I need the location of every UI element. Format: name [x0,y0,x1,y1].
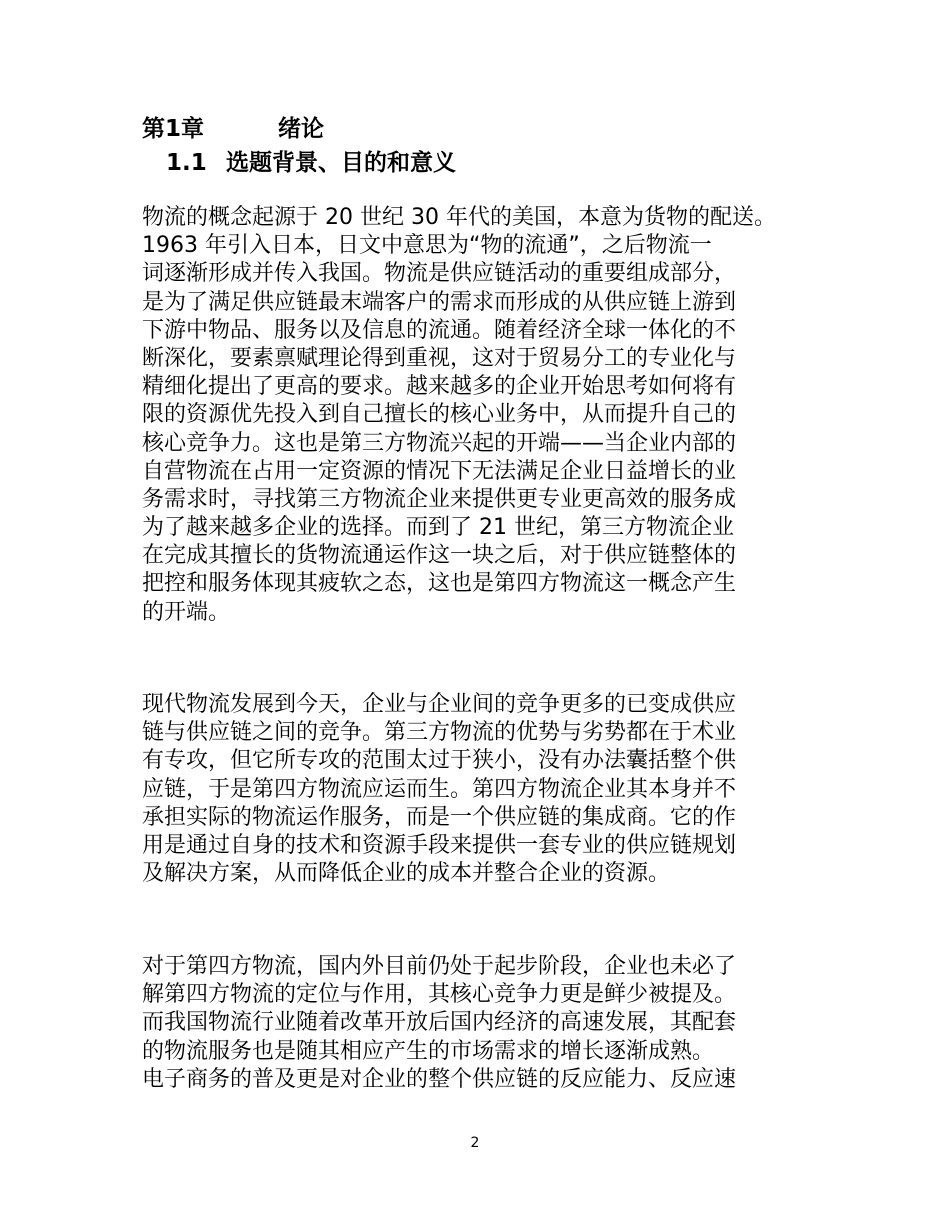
paragraph-line: 精细化提出了更高的要求。越来越多的企业开始思考如何将有 [142,374,737,400]
paragraph-line: 电子商务的普及更是对企业的整个供应链的反应能力、反应速 [142,1066,737,1092]
paragraph-line: 对于第四方物流，国内外目前仍处于起步阶段，企业也未必了 [142,954,737,979]
paragraph-line: 而我国物流行业随着改革开放后国内经济的高速发展，其配套 [142,1010,737,1036]
chapter-heading [142,114,324,144]
chapter-title: 绪论 [278,116,324,142]
paragraph-line: 及解决方案，从而降低企业的成本并整合企业的资源。 [142,861,671,887]
section-number: 1.1 [166,150,207,176]
paragraph-line: 的开端。 [142,599,231,625]
paragraph-line: 物流的概念起源于 20 世纪 30 年代的美国，本意为货物的配送。 [142,205,776,230]
paragraph-line: 1963 年引入日本，日文中意思为“物的流通”，之后物流一 [142,233,712,259]
paragraph-line: 解第四方物流的定位与作用，其核心竞争力更是鲜少被提及。 [142,982,737,1008]
paragraph-line: 承担实际的物流运作服务，而是一个供应链的集成商。它的作 [142,804,737,830]
section-title: 选题背景、目的和意义 [226,150,456,176]
paragraph-line: 下游中物品、服务以及信息的流通。随着经济全球一体化的不 [142,317,737,343]
paragraph-line: 把控和服务体现其疲软之态，这也是第四方物流这一概念产生 [142,571,737,597]
paragraph-line: 是为了满足供应链最末端客户的需求而形成的从供应链上游到 [142,289,737,315]
paragraph-line: 现代物流发展到今天，企业与企业间的竞争更多的已变成供应 [142,692,737,717]
paragraph-line: 为了越来越多企业的选择。而到了 21 世纪，第三方物流企业 [142,515,734,541]
paragraph-line: 在完成其擅长的货物流通运作这一块之后，对于供应链整体的 [142,543,737,569]
paragraph-line: 务需求时，寻找第三方物流企业来提供更专业更高效的服务成 [142,486,737,512]
paragraph-line: 有专攻，但它所专攻的范围太过于狭小，没有办法囊括整个供 [142,748,737,774]
paragraph-line: 自营物流在占用一定资源的情况下无法满足企业日益增长的业 [142,458,737,484]
paragraph-1 [142,204,822,627]
paragraph-line: 的物流服务也是随其相应产生的市场需求的增长逐渐成熟。 [142,1038,715,1064]
chapter-number: 第1章 [142,116,205,142]
paragraph-line: 断深化，要素禀赋理论得到重视，这对于贸易分工的专业化与 [142,345,737,371]
paragraph-line: 链与供应链之间的竞争。第三方物流的优势与劣势都在于术业 [142,720,737,746]
paragraph-2 [142,691,822,888]
paragraph-3 [142,953,822,1094]
section-heading [166,148,456,178]
paragraph-line: 词逐渐形成并传入我国。物流是供应链活动的重要组成部分， [142,261,737,287]
paragraph-line: 用是通过自身的技术和资源手段来提供一套专业的供应链规划 [142,832,737,858]
paragraph-line: 核心竞争力。这也是第三方物流兴起的开端——当企业内部的 [142,430,737,456]
paragraph-line: 限的资源优先投入到自己擅长的核心业务中，从而提升自己的 [142,402,737,428]
page-number: 2 [470,1135,480,1151]
paragraph-line: 应链，于是第四方物流应运而生。第四方物流企业其本身并不 [142,776,737,802]
